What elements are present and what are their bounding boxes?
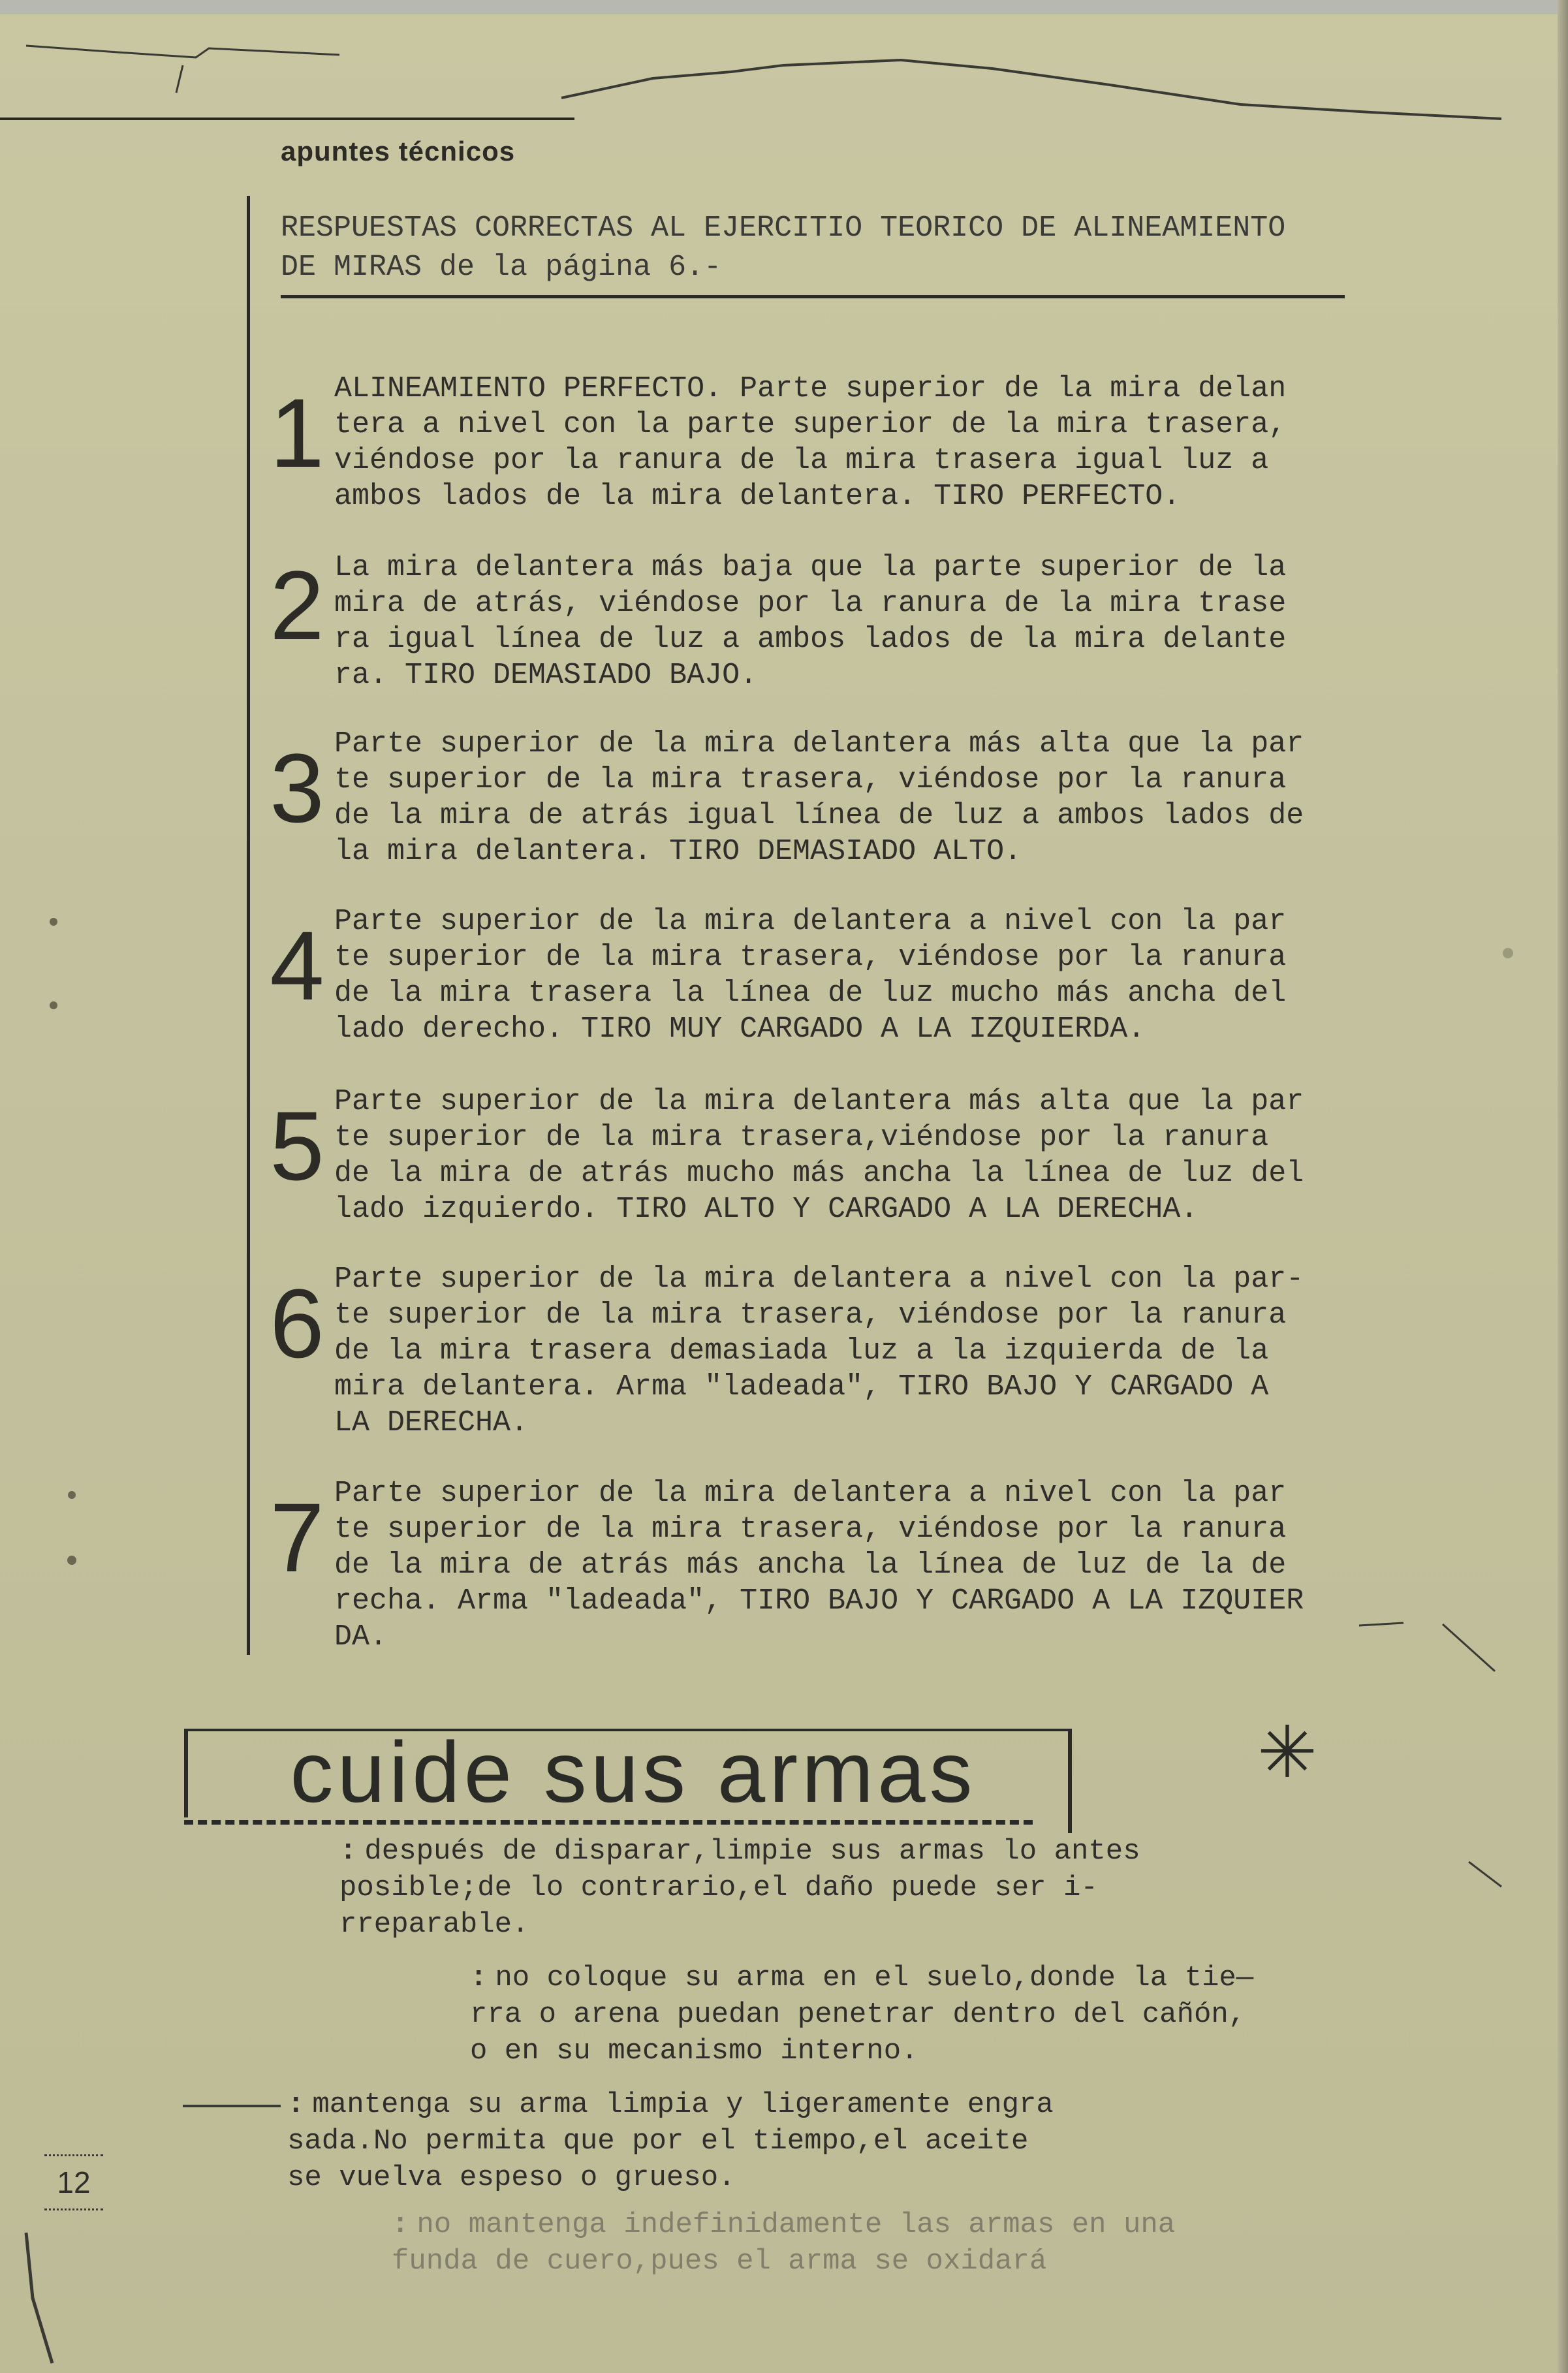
bullet-mark: :: [470, 1962, 488, 1994]
title-line-1: RESPUESTAS CORRECTAS AL EJERCITIO TEORICO DE ALINEAMIENTO: [281, 212, 1286, 245]
answer-number: 3: [270, 733, 324, 843]
care-bullet-text: después de disparar,limpie sus armas lo antes posible;de lo contrario,el daño puede ser i- rreparable.: [339, 1835, 1140, 1941]
margin-slash-right-lower: [1469, 1862, 1501, 1887]
margin-speck: [67, 1556, 76, 1565]
care-bullet-text: no coloque su arma en el suelo,donde la tie— rra o arena puedan penetrar dentro del cañón, o en su mecanismo interno.: [470, 1962, 1254, 2067]
answer-text: Parte superior de la mira delantera más alta que la par te superior de la mira trasera, viéndose por la ranura de la mira de atrás igual línea de luz a ambos lados de la mira delantera. TIRO DEMASIADO ALTO.: [334, 727, 1304, 868]
section-label: apuntes técnicos: [281, 136, 516, 166]
answer-text: ALINEAMIENTO PERFECTO. Parte superior de la mira delan tera a nivel con la parte superior de la mira trasera, viéndose por la ranura de la mira trasera igual luz a ambos lados de la mira delantera. TIRO PERFECTO.: [334, 372, 1287, 513]
answer-text: Parte superior de la mira delantera a nivel con la par te superior de la mira trasera, viéndose por la ranura de la mira de atrás más ancha la línea de luz de la de recha. Arma "ladeada", TIRO BAJO Y CARGADO A LA IZQUIER DA.: [334, 1477, 1304, 1654]
margin-corner-stroke: [26, 2233, 52, 2363]
margin-speck: [1503, 948, 1513, 958]
answer-text: Parte superior de la mira delantera a nivel con la par te superior de la mira trasera, viéndose por la ranura de la mira trasera la línea de luz mucho más ancha del lado derecho. TIRO MUY CARGADO A LA IZQUIERDA.: [334, 905, 1287, 1046]
margin-dash-item-7: [1359, 1623, 1403, 1626]
page-number: 12: [44, 2154, 103, 2210]
answer-number: 6: [270, 1268, 324, 1378]
care-heading: cuide sus armas: [290, 1724, 977, 1820]
title-line-2: DE MIRAS de la página 6.-: [281, 251, 722, 284]
asterisk-icon: ✳: [1257, 1710, 1318, 1794]
bullet-mark: :: [287, 2088, 305, 2121]
bullet-mark: :: [339, 1835, 357, 1868]
bullet-mark: :: [392, 2208, 409, 2241]
margin-speck: [50, 1001, 57, 1009]
answer-number: 2: [270, 550, 324, 660]
answer-text: Parte superior de la mira delantera más alta que la par te superior de la mira trasera,viéndose por la ranura de la mira de atrás mucho más ancha la línea de luz del lado izquierdo. TIRO ALTO Y CARGADO A LA DERECHA.: [334, 1085, 1304, 1226]
care-bullet-text: no mantenga indefinidamente las armas en una funda de cuero,pues el arma se oxidará: [392, 2208, 1176, 2278]
answer-text: Parte superior de la mira delantera a nivel con la par- te superior de la mira trasera, viéndose por la ranura de la mira trasera demasiada luz a la izquierda de la mira delantera. Arma "ladeada", TIRO BAJO Y CARGADO A LA DERECHA.: [334, 1263, 1304, 1439]
margin-speck: [50, 918, 57, 926]
margin-speck: [68, 1491, 76, 1499]
answer-text: La mira delantera más baja que la parte superior de la mira de atrás, viéndose por la ranura de la mira trase ra igual línea de luz a ambos lados de la mira delante ra. TIRO DEMASIADO BAJO.: [334, 551, 1287, 692]
answer-number: 5: [270, 1091, 324, 1201]
margin-slash-right: [1443, 1624, 1495, 1671]
care-bullet-text: mantenga su arma limpia y ligeramente engra sada.No permita que por el tiempo,el aceite se vuelva espeso o grueso.: [287, 2088, 1054, 2194]
answer-number: 1: [270, 378, 324, 488]
answer-number: 4: [270, 911, 324, 1020]
answer-number: 7: [270, 1483, 324, 1592]
